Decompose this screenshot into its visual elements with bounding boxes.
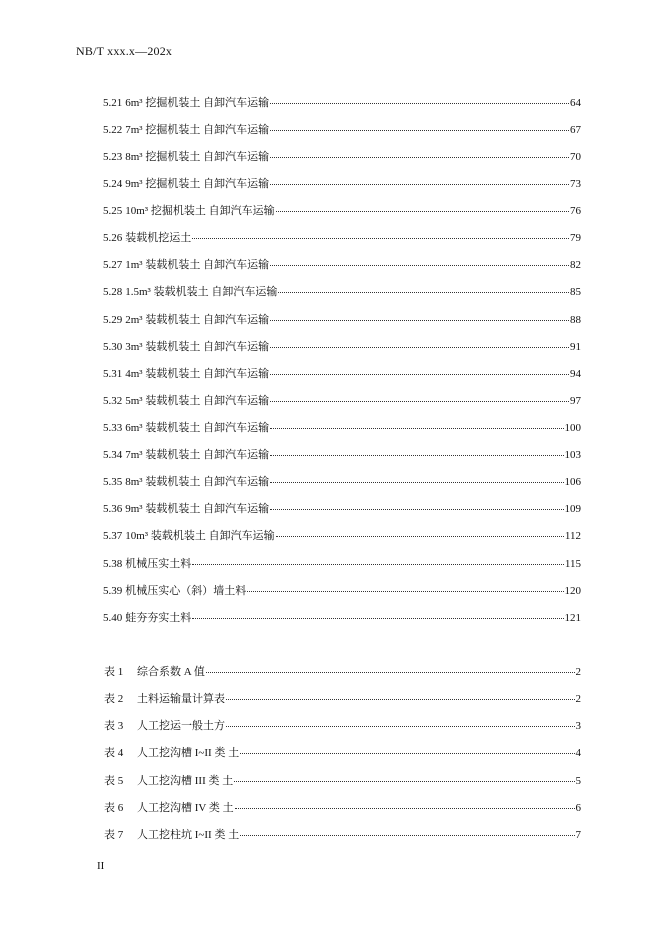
table-page: 6 — [575, 802, 581, 814]
toc-entry[interactable] — [103, 446, 581, 462]
entry-page: 79 — [570, 232, 581, 244]
table-title: 人工挖柱坑 I~II 类 土 — [137, 829, 240, 841]
dot-leader — [276, 200, 569, 212]
entry-title: 10m³ 挖掘机装土 自卸汽车运输 — [125, 205, 275, 217]
entry-number: 5.35 — [103, 476, 123, 488]
entry-number: 5.33 — [103, 422, 123, 434]
dot-leader — [270, 417, 563, 429]
entry-number: 5.32 — [103, 395, 123, 407]
entry-page: 94 — [570, 368, 581, 380]
entry-page: 97 — [570, 395, 581, 407]
page-number: II — [97, 860, 105, 872]
dot-leader — [247, 580, 563, 592]
dot-leader — [278, 281, 569, 293]
entry-page: 103 — [564, 449, 581, 461]
dot-leader — [270, 173, 569, 185]
entry-page: 85 — [570, 286, 581, 298]
entry-number: 5.38 — [103, 558, 123, 570]
entry-page: 64 — [570, 97, 581, 109]
entry-page: 88 — [570, 314, 581, 326]
toc-entry[interactable] — [103, 392, 581, 408]
entry-page: 109 — [564, 503, 581, 515]
entry-title: 机械压实土料 — [125, 558, 192, 570]
table-title: 人工挖运一般土方 — [137, 720, 225, 732]
entry-title: 8m³ 装载机装土 自卸汽车运输 — [125, 476, 270, 488]
dot-leader — [270, 254, 569, 266]
table-number: 表 3 — [104, 720, 124, 732]
dot-leader — [235, 797, 575, 809]
dot-leader — [270, 92, 569, 104]
entry-page: 82 — [570, 259, 581, 271]
dot-leader — [270, 336, 569, 348]
toc-entry[interactable] — [103, 500, 581, 516]
entry-title: 10m³ 装载机装土 自卸汽车运输 — [125, 530, 275, 542]
entry-title: 6m³ 装载机装土 自卸汽车运输 — [125, 422, 270, 434]
toc-entry[interactable] — [103, 338, 581, 354]
toc-entry[interactable] — [103, 94, 581, 110]
table-number: 表 4 — [104, 747, 124, 759]
toc-entry[interactable] — [103, 229, 581, 245]
dot-leader — [192, 553, 564, 565]
toc-entry[interactable] — [103, 202, 581, 218]
entry-number: 5.22 — [103, 124, 123, 136]
toc-entry[interactable] — [103, 473, 581, 489]
toc-entry[interactable] — [103, 311, 581, 327]
dot-leader — [270, 390, 569, 402]
table-page: 2 — [575, 666, 581, 678]
toc-entry[interactable] — [103, 609, 581, 625]
table-title: 综合系数 A 值 — [137, 666, 205, 678]
toc-entry[interactable] — [103, 175, 581, 191]
entry-number: 5.36 — [103, 503, 123, 515]
table-list-entry[interactable] — [104, 744, 581, 760]
entry-page: 100 — [564, 422, 581, 434]
entry-number: 5.23 — [103, 151, 123, 163]
table-page: 5 — [575, 775, 581, 787]
dot-leader — [226, 715, 575, 727]
dot-leader — [234, 770, 574, 782]
table-list-entry[interactable] — [104, 826, 581, 842]
entry-page: 115 — [564, 558, 581, 570]
table-number: 表 2 — [104, 693, 124, 705]
toc-entry[interactable] — [103, 582, 581, 598]
dot-leader — [276, 525, 564, 537]
entry-number: 5.21 — [103, 97, 123, 109]
dot-leader — [270, 363, 569, 375]
entry-page: 73 — [570, 178, 581, 190]
table-title: 人工挖沟槽 III 类 土 — [137, 775, 234, 787]
entry-page: 67 — [570, 124, 581, 136]
entry-title: 7m³ 挖掘机装土 自卸汽车运输 — [125, 124, 270, 136]
entry-number: 5.26 — [103, 232, 123, 244]
dot-leader — [240, 742, 574, 754]
table-list-entry[interactable] — [104, 799, 581, 815]
table-title: 人工挖沟槽 I~II 类 土 — [137, 747, 240, 759]
entry-number: 5.40 — [103, 612, 123, 624]
dot-leader — [192, 227, 569, 239]
table-list-entry[interactable] — [104, 663, 581, 679]
entry-page: 70 — [570, 151, 581, 163]
entry-title: 装载机挖运土 — [125, 232, 192, 244]
dot-leader — [270, 444, 563, 456]
toc-entry[interactable] — [103, 121, 581, 137]
entry-number: 5.30 — [103, 341, 123, 353]
entry-page: 106 — [564, 476, 581, 488]
dot-leader — [270, 146, 569, 158]
entry-number: 5.24 — [103, 178, 123, 190]
table-page: 7 — [575, 829, 581, 841]
toc-entry[interactable] — [103, 148, 581, 164]
entry-title: 3m³ 装载机装土 自卸汽车运输 — [125, 341, 270, 353]
entry-title: 1m³ 装载机装土 自卸汽车运输 — [125, 259, 270, 271]
toc-entry[interactable] — [103, 419, 581, 435]
dot-leader — [270, 498, 563, 510]
dot-leader — [192, 607, 563, 619]
entry-number: 5.31 — [103, 368, 123, 380]
entry-title: 2m³ 装载机装土 自卸汽车运输 — [125, 314, 270, 326]
entry-page: 120 — [564, 585, 581, 597]
table-number: 表 7 — [104, 829, 124, 841]
dot-leader — [270, 309, 569, 321]
entry-title: 8m³ 挖掘机装土 自卸汽车运输 — [125, 151, 270, 163]
entry-title: 机械压实心（斜）墙土料 — [125, 585, 247, 597]
dot-leader — [240, 824, 574, 836]
table-title: 人工挖沟槽 IV 类 土 — [137, 802, 234, 814]
entry-number: 5.34 — [103, 449, 123, 461]
toc-entry[interactable] — [103, 283, 581, 299]
entry-page: 112 — [564, 530, 581, 542]
toc-entry[interactable] — [103, 256, 581, 272]
table-list-entry[interactable] — [104, 717, 581, 733]
table-list-entry[interactable] — [104, 690, 581, 706]
toc-entry[interactable] — [103, 365, 581, 381]
table-title: 土料运输量计算表 — [137, 693, 225, 705]
table-page: 2 — [575, 693, 581, 705]
entry-title: 4m³ 装载机装土 自卸汽车运输 — [125, 368, 270, 380]
entry-number: 5.28 — [103, 286, 123, 298]
entry-title: 9m³ 装载机装土 自卸汽车运输 — [125, 503, 270, 515]
dot-leader — [270, 471, 563, 483]
entry-title: 6m³ 挖掘机装土 自卸汽车运输 — [125, 97, 270, 109]
entry-title: 蛙夯夯实土料 — [125, 612, 192, 624]
entry-title: 5m³ 装载机装土 自卸汽车运输 — [125, 395, 270, 407]
entry-number: 5.27 — [103, 259, 123, 271]
entry-page: 91 — [570, 341, 581, 353]
table-number: 表 6 — [104, 802, 124, 814]
dot-leader — [226, 688, 575, 700]
dot-leader — [270, 119, 569, 131]
toc-entry[interactable] — [103, 527, 581, 543]
entry-page: 121 — [564, 612, 581, 624]
entry-title: 7m³ 装载机装土 自卸汽车运输 — [125, 449, 270, 461]
table-page: 3 — [575, 720, 581, 732]
entry-number: 5.37 — [103, 530, 123, 542]
entry-number: 5.39 — [103, 585, 123, 597]
table-number: 表 5 — [104, 775, 124, 787]
table-number: 表 1 — [104, 666, 124, 678]
table-list-entry[interactable] — [104, 772, 581, 788]
table-page: 4 — [575, 747, 581, 759]
entry-title: 1.5m³ 装载机装土 自卸汽车运输 — [125, 286, 278, 298]
document-code: NB/T xxx.x—202x — [76, 44, 173, 58]
dot-leader — [206, 661, 575, 673]
entry-page: 76 — [570, 205, 581, 217]
entry-number: 5.25 — [103, 205, 123, 217]
toc-entry[interactable] — [103, 555, 581, 571]
entry-title: 9m³ 挖掘机装土 自卸汽车运输 — [125, 178, 270, 190]
entry-number: 5.29 — [103, 314, 123, 326]
